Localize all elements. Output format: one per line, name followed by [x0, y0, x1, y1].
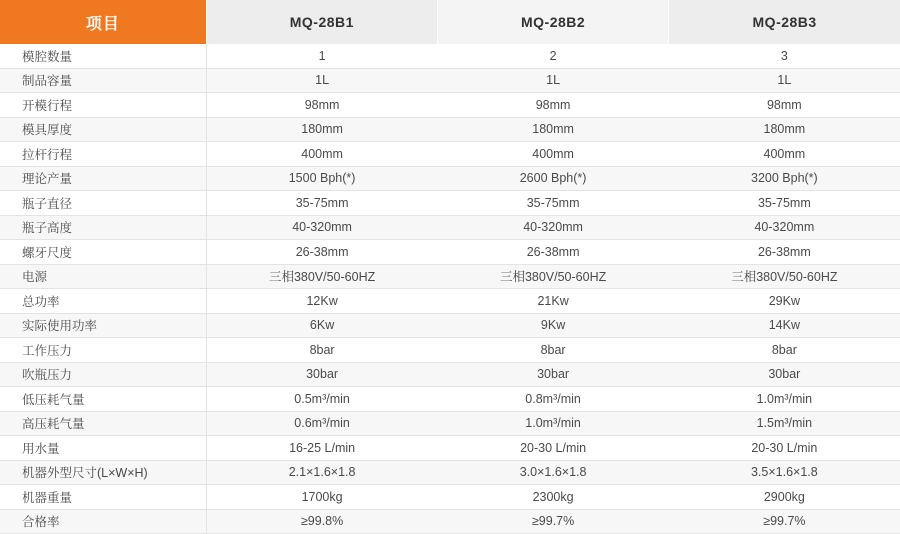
- cell-value: 30bar: [206, 362, 437, 387]
- row-label: 螺牙尺度: [0, 240, 206, 265]
- table-row: [0, 460, 900, 485]
- cell-value: 98mm: [669, 93, 900, 118]
- cell-value: 35-75mm: [206, 191, 437, 216]
- table-row: [0, 264, 900, 289]
- table-row: [0, 142, 900, 167]
- table-header: [0, 0, 900, 44]
- table-header-row: [0, 0, 900, 44]
- cell-value: 0.8m³/min: [437, 387, 668, 412]
- cell-value: 1: [206, 44, 437, 68]
- row-label: 高压耗气量: [0, 411, 206, 436]
- table-row: [0, 215, 900, 240]
- cell-value: 1.0m³/min: [669, 387, 900, 412]
- table-row: [0, 485, 900, 510]
- cell-value: 26-38mm: [437, 240, 668, 265]
- cell-value: 1L: [669, 68, 900, 93]
- table-row: [0, 240, 900, 265]
- row-label: 工作压力: [0, 338, 206, 363]
- cell-value: 8bar: [437, 338, 668, 363]
- row-label: 模腔数量: [0, 44, 206, 68]
- cell-value: 400mm: [206, 142, 437, 167]
- row-label: 瓶子高度: [0, 215, 206, 240]
- cell-value: ≥99.8%: [206, 509, 437, 534]
- cell-value: 8bar: [206, 338, 437, 363]
- table-body: [0, 44, 900, 534]
- cell-value: 21Kw: [437, 289, 668, 314]
- cell-value: 3: [669, 44, 900, 68]
- cell-value: 40-320mm: [437, 215, 668, 240]
- row-label: 实际使用功率: [0, 313, 206, 338]
- row-label: 用水量: [0, 436, 206, 461]
- cell-value: 3.5×1.6×1.8: [669, 460, 900, 485]
- table-row: [0, 411, 900, 436]
- cell-value: 35-75mm: [437, 191, 668, 216]
- cell-value: 400mm: [669, 142, 900, 167]
- cell-value: 98mm: [437, 93, 668, 118]
- cell-value: 12Kw: [206, 289, 437, 314]
- row-label: 拉杆行程: [0, 142, 206, 167]
- cell-value: 9Kw: [437, 313, 668, 338]
- cell-value: 14Kw: [669, 313, 900, 338]
- cell-value: 2300kg: [437, 485, 668, 510]
- table-row: [0, 117, 900, 142]
- cell-value: 1L: [437, 68, 668, 93]
- cell-value: 29Kw: [669, 289, 900, 314]
- row-label: 理论产量: [0, 166, 206, 191]
- table-row: [0, 509, 900, 534]
- cell-value: 400mm: [437, 142, 668, 167]
- row-label: 机器外型尺寸(L×W×H): [0, 460, 206, 485]
- row-label: 总功率: [0, 289, 206, 314]
- cell-value: 3200 Bph(*): [669, 166, 900, 191]
- row-label: 模具厚度: [0, 117, 206, 142]
- cell-value: 2.1×1.6×1.8: [206, 460, 437, 485]
- cell-value: 2: [437, 44, 668, 68]
- cell-value: 1.0m³/min: [437, 411, 668, 436]
- cell-value: 6Kw: [206, 313, 437, 338]
- cell-value: ≥99.7%: [669, 509, 900, 534]
- cell-value: 2900kg: [669, 485, 900, 510]
- cell-value: 40-320mm: [669, 215, 900, 240]
- cell-value: 26-38mm: [206, 240, 437, 265]
- cell-value: 三相380V/50-60HZ: [669, 264, 900, 289]
- cell-value: 98mm: [206, 93, 437, 118]
- row-label: 吹瓶压力: [0, 362, 206, 387]
- cell-value: 30bar: [437, 362, 668, 387]
- cell-value: 30bar: [669, 362, 900, 387]
- cell-value: 16-25 L/min: [206, 436, 437, 461]
- cell-value: ≥99.7%: [437, 509, 668, 534]
- row-label: 开模行程: [0, 93, 206, 118]
- table-row: [0, 436, 900, 461]
- column-header-model-3: MQ-28B3: [669, 0, 900, 44]
- row-label: 合格率: [0, 509, 206, 534]
- cell-value: 1.5m³/min: [669, 411, 900, 436]
- cell-value: 三相380V/50-60HZ: [437, 264, 668, 289]
- cell-value: 20-30 L/min: [437, 436, 668, 461]
- table-row: [0, 93, 900, 118]
- cell-value: 1700kg: [206, 485, 437, 510]
- column-header-item: 项目: [0, 0, 206, 44]
- row-label: 机器重量: [0, 485, 206, 510]
- table-row: [0, 191, 900, 216]
- cell-value: 0.6m³/min: [206, 411, 437, 436]
- cell-value: 0.5m³/min: [206, 387, 437, 412]
- row-label: 电源: [0, 264, 206, 289]
- column-header-model-1: MQ-28B1: [206, 0, 437, 44]
- cell-value: 三相380V/50-60HZ: [206, 264, 437, 289]
- table-row: [0, 387, 900, 412]
- table-row: [0, 44, 900, 68]
- cell-value: 20-30 L/min: [669, 436, 900, 461]
- cell-value: 2600 Bph(*): [437, 166, 668, 191]
- row-label: 低压耗气量: [0, 387, 206, 412]
- table-row: [0, 338, 900, 363]
- cell-value: 1L: [206, 68, 437, 93]
- cell-value: 180mm: [206, 117, 437, 142]
- cell-value: 180mm: [669, 117, 900, 142]
- row-label: 瓶子直径: [0, 191, 206, 216]
- cell-value: 8bar: [669, 338, 900, 363]
- cell-value: 1500 Bph(*): [206, 166, 437, 191]
- cell-value: 35-75mm: [669, 191, 900, 216]
- table-row: [0, 289, 900, 314]
- cell-value: 40-320mm: [206, 215, 437, 240]
- cell-value: 26-38mm: [669, 240, 900, 265]
- table-row: [0, 313, 900, 338]
- table-row: [0, 166, 900, 191]
- column-header-model-2: MQ-28B2: [437, 0, 668, 44]
- table-row: [0, 362, 900, 387]
- cell-value: 3.0×1.6×1.8: [437, 460, 668, 485]
- cell-value: 180mm: [437, 117, 668, 142]
- row-label: 制品容量: [0, 68, 206, 93]
- table-row: [0, 68, 900, 93]
